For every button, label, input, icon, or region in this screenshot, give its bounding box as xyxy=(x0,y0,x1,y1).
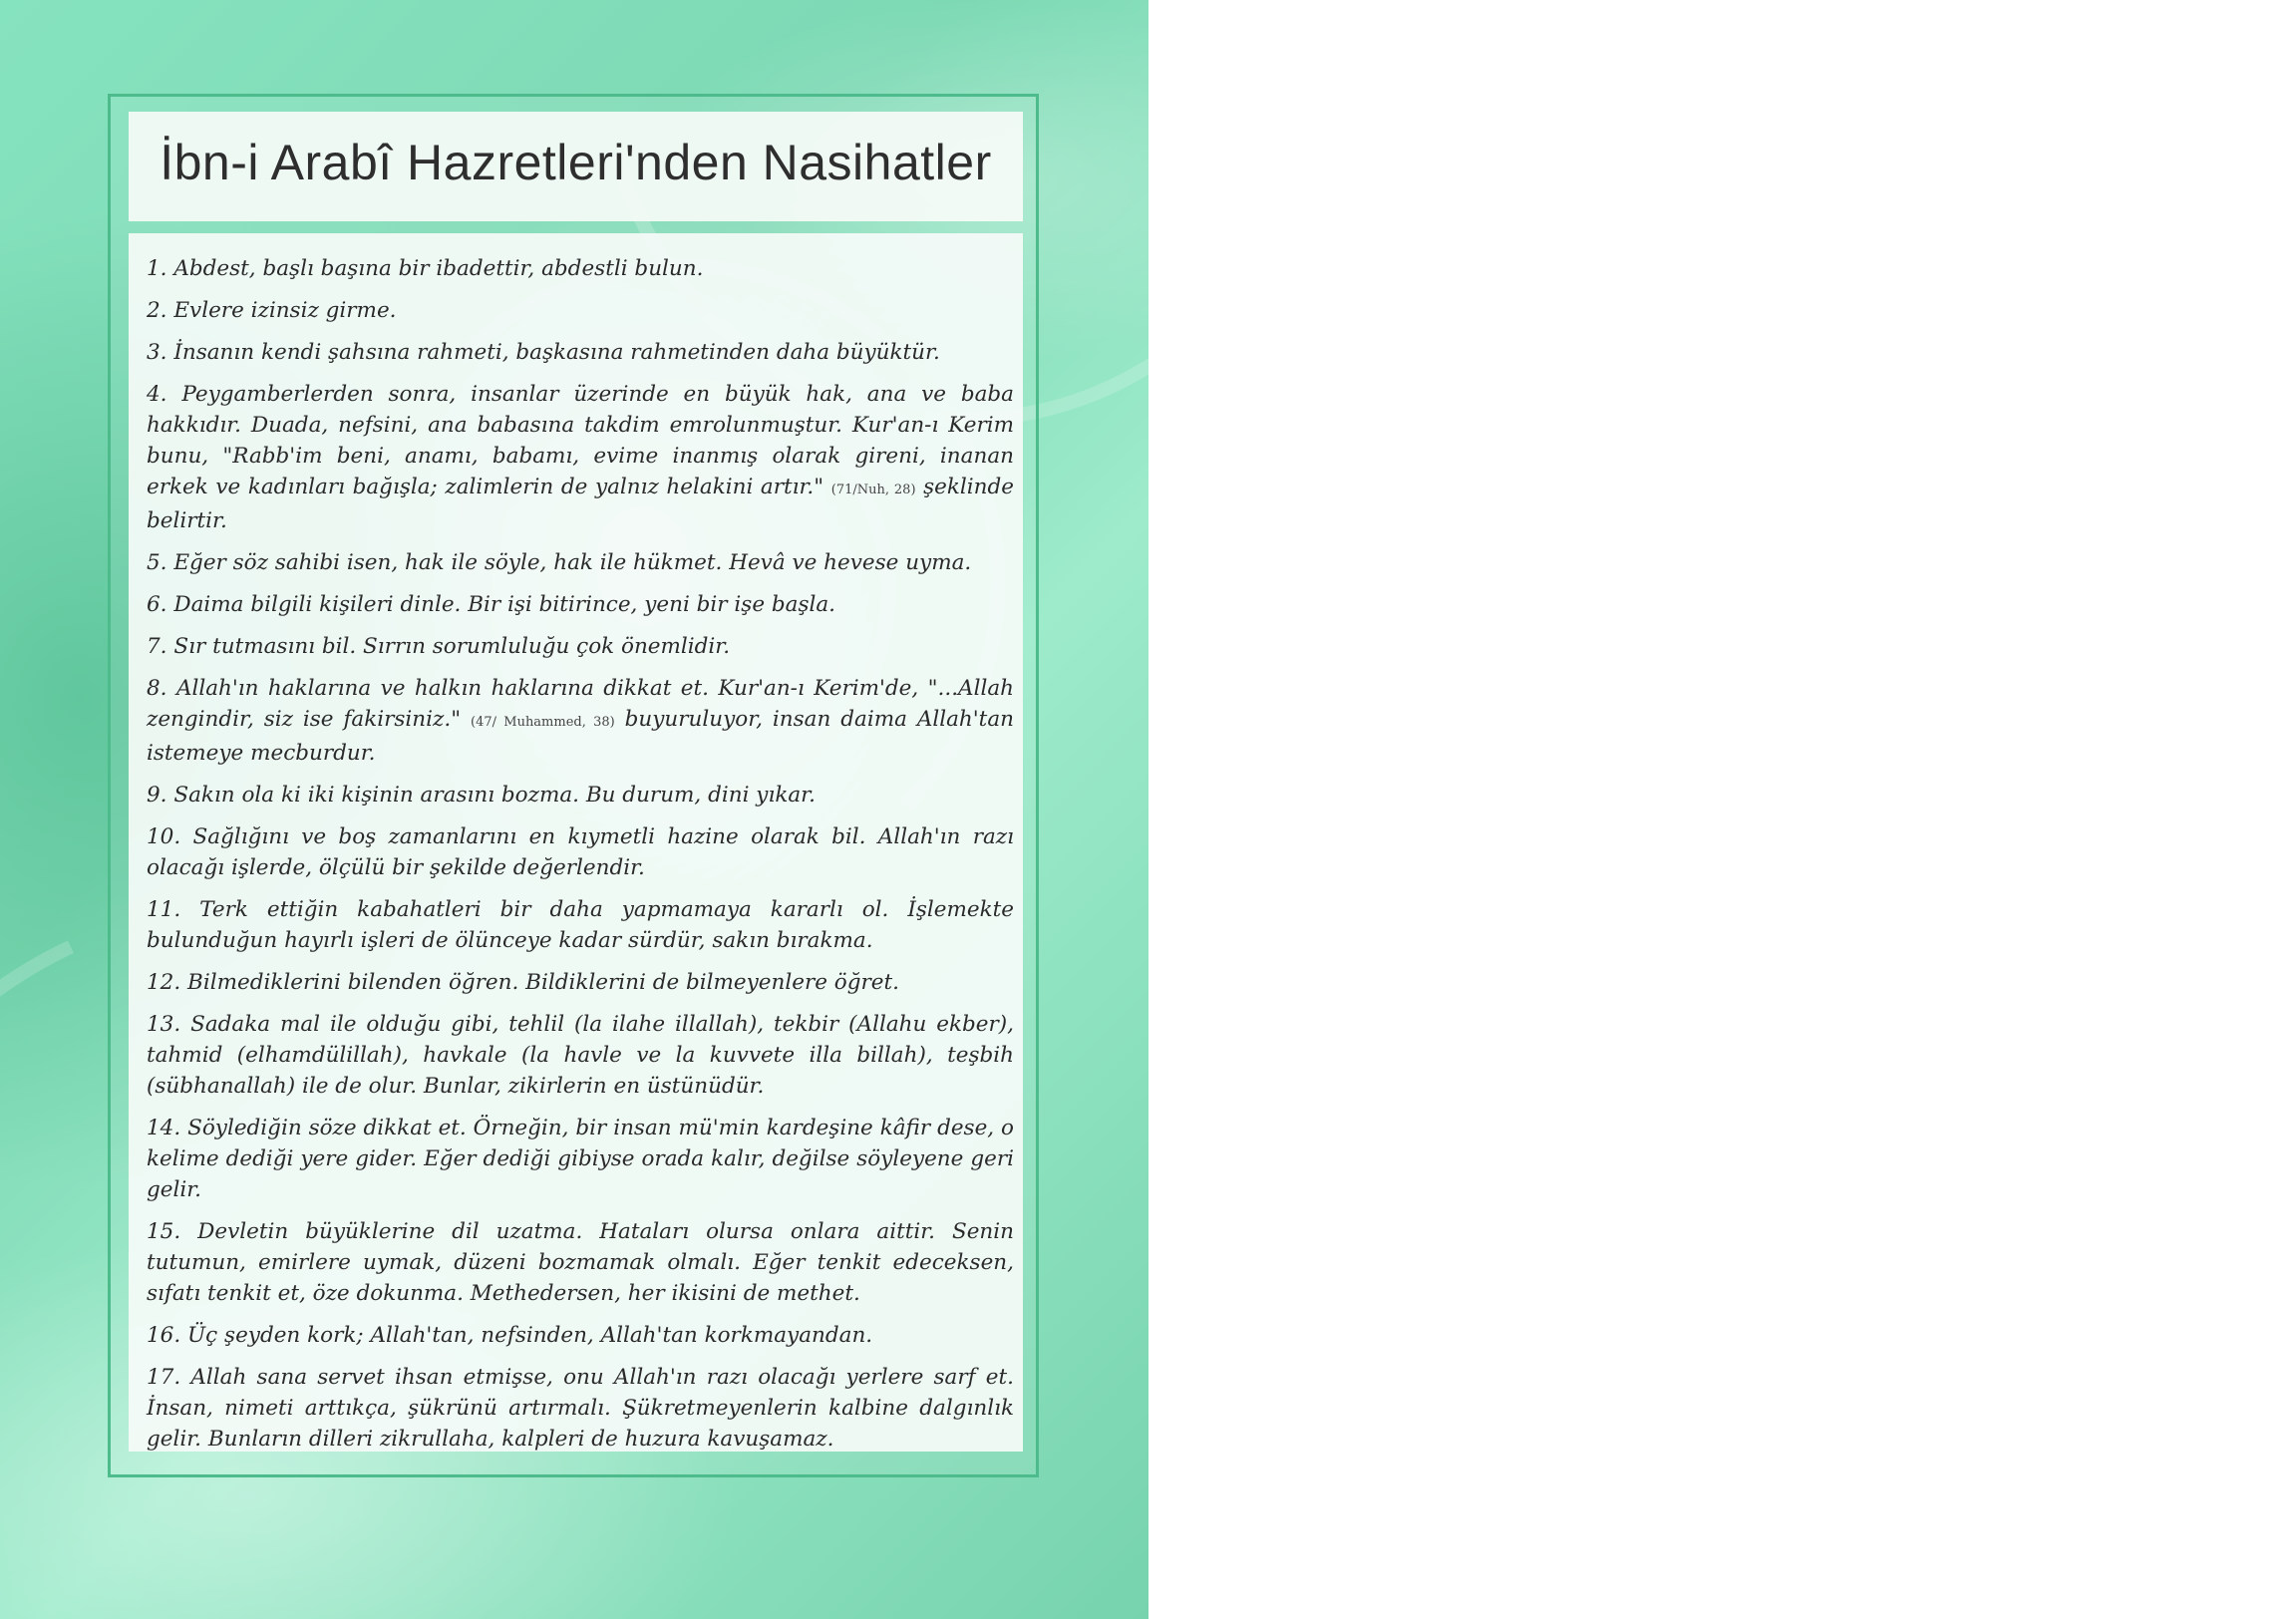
advice-number: 7. xyxy=(147,634,167,659)
advice-item xyxy=(147,1320,1014,1351)
advice-number: 17. xyxy=(147,1365,181,1390)
advice-text: Söylediğin söze dikkat et. Örneğin, bir insan mü'min kardeşine kâfir dese, o kelime dediği yere gider. Eğer dediği gibiyse orada kalır, değilse söyleyene geri gelir. xyxy=(147,1116,1014,1202)
advice-item xyxy=(147,631,1014,662)
advice-text: Sağlığını ve boş zamanlarını en kıymetli hazine olarak bil. Allah'ın razı olacağı işlerde, ölçülü bir şekilde değerlendir. xyxy=(147,824,1014,880)
advice-item xyxy=(147,894,1014,956)
advice-panel xyxy=(129,233,1023,1452)
advice-text: İnsanın kendi şahsına rahmeti, başkasına rahmetinden daha büyüktür. xyxy=(173,340,940,365)
advice-number: 9. xyxy=(147,783,167,808)
advice-item xyxy=(147,1009,1014,1102)
advice-item xyxy=(147,821,1014,883)
advice-number: 1. xyxy=(147,256,167,281)
advice-item xyxy=(147,253,1014,284)
advice-text: Peygamberlerden sonra, insanlar üzerinde en büyük hak, ana ve baba hakkıdır. Duada, nefsini, ana babasına takdim emrolunmuştur. Kur'an-ı Kerim bunu, "Rabb'im beni, anamı, babamı, evime inanmış olarak gireni, inanan erkek ve kadınları bağışla; zalimlerin de yalnız helakini artır." xyxy=(147,382,1014,499)
advice-number: 14. xyxy=(147,1116,181,1140)
advice-number: 10. xyxy=(147,824,181,849)
advice-item xyxy=(147,379,1014,536)
advice-list xyxy=(147,253,1014,1465)
advice-text: Evlere izinsiz girme. xyxy=(173,298,397,323)
advice-number: 5. xyxy=(147,550,167,575)
advice-text: Bilmediklerini bilenden öğren. Bildiklerini de bilmeyenlere öğret. xyxy=(187,970,899,995)
advice-number: 13. xyxy=(147,1012,181,1037)
advice-text: Sır tutmasını bil. Sırrın sorumluluğu çok önemlidir. xyxy=(173,634,731,659)
advice-number: 3. xyxy=(147,340,167,365)
advice-number: 8. xyxy=(147,676,167,701)
quran-reference: (71/Nuh, 28) xyxy=(830,483,916,497)
advice-text: Üç şeyden kork; Allah'tan, nefsinden, Allah'tan korkmayandan. xyxy=(187,1323,873,1348)
advice-item xyxy=(147,673,1014,769)
advice-item xyxy=(147,1362,1014,1455)
advice-item xyxy=(147,295,1014,326)
advice-text: Allah sana servet ihsan etmişse, onu Allah'ın razı olacağı yerlere sarf et. İnsan, nimeti arttıkça, şükrünü artırmalı. Şükretmeyenlerin kalbine dalgınlık gelir. Bunların dilleri zikrullaha, kalpleri de huzura kavuşamaz. xyxy=(147,1365,1014,1452)
advice-text: Sadaka mal ile olduğu gibi, tehlil (la ilahe illallah), tekbir (Allahu ekber), tahmid (elhamdülillah), havkale (la havle ve la kuvvete illa billah), teşbih (sübhanallah) ile de olur. Bunlar, zikirlerin en üstünüdür. xyxy=(147,1012,1014,1099)
title-panel xyxy=(129,112,1023,221)
advice-number: 15. xyxy=(147,1219,181,1244)
advice-text: Sakın ola ki iki kişinin arasını bozma. Bu durum, dini yıkar. xyxy=(173,783,816,808)
advice-number: 4. xyxy=(147,382,167,407)
advice-item xyxy=(147,547,1014,578)
advice-text: Eğer söz sahibi isen, hak ile söyle, hak ile hükmet. Hevâ ve hevese uyma. xyxy=(173,550,972,575)
advice-text: Terk ettiğin kabahatleri bir daha yapmamaya kararlı ol. İşlemekte bulunduğun hayırlı işleri de ölünceye kadar sürdür, sakın bırakma. xyxy=(147,897,1014,953)
advice-number: 12. xyxy=(147,970,181,995)
advice-text: Devletin büyüklerine dil uzatma. Hataları olursa onlara aittir. Senin tutumun, emirlere uymak, düzeni bozmamak olmalı. Eğer tenkit edeceksen, sıfatı tenkit et, öze dokunma. Methedersen, her ikisini de methet. xyxy=(147,1219,1014,1306)
advice-item xyxy=(147,1113,1014,1205)
advice-number: 16. xyxy=(147,1323,181,1348)
advice-item xyxy=(147,337,1014,368)
advice-item xyxy=(147,589,1014,620)
advice-number: 6. xyxy=(147,592,167,617)
advice-text-continued: buyuruluyor, insan daima Allah'tan istemeye mecburdur. xyxy=(147,707,1014,766)
advice-text: Daima bilgili kişileri dinle. Bir işi bitirince, yeni bir işe başla. xyxy=(173,592,836,617)
page-title: İbn-i Arabî Hazretleri'nden Nasihatler xyxy=(160,135,992,190)
advice-number: 11. xyxy=(147,897,181,922)
advice-item xyxy=(147,780,1014,810)
advice-text: Abdest, başlı başına bir ibadettir, abdestli bulun. xyxy=(173,256,704,281)
quran-reference: (47/ Muhammed, 38) xyxy=(471,715,615,730)
advice-text: Allah'ın haklarına ve halkın haklarına dikkat et. Kur'an-ı Kerim'de, "...Allah zengindir, siz ise fakirsiniz." xyxy=(147,676,1014,732)
advice-text-continued: şeklinde belirtir. xyxy=(147,475,1014,533)
advice-item xyxy=(147,1216,1014,1309)
advice-item xyxy=(147,967,1014,998)
advice-number: 2. xyxy=(147,298,167,323)
